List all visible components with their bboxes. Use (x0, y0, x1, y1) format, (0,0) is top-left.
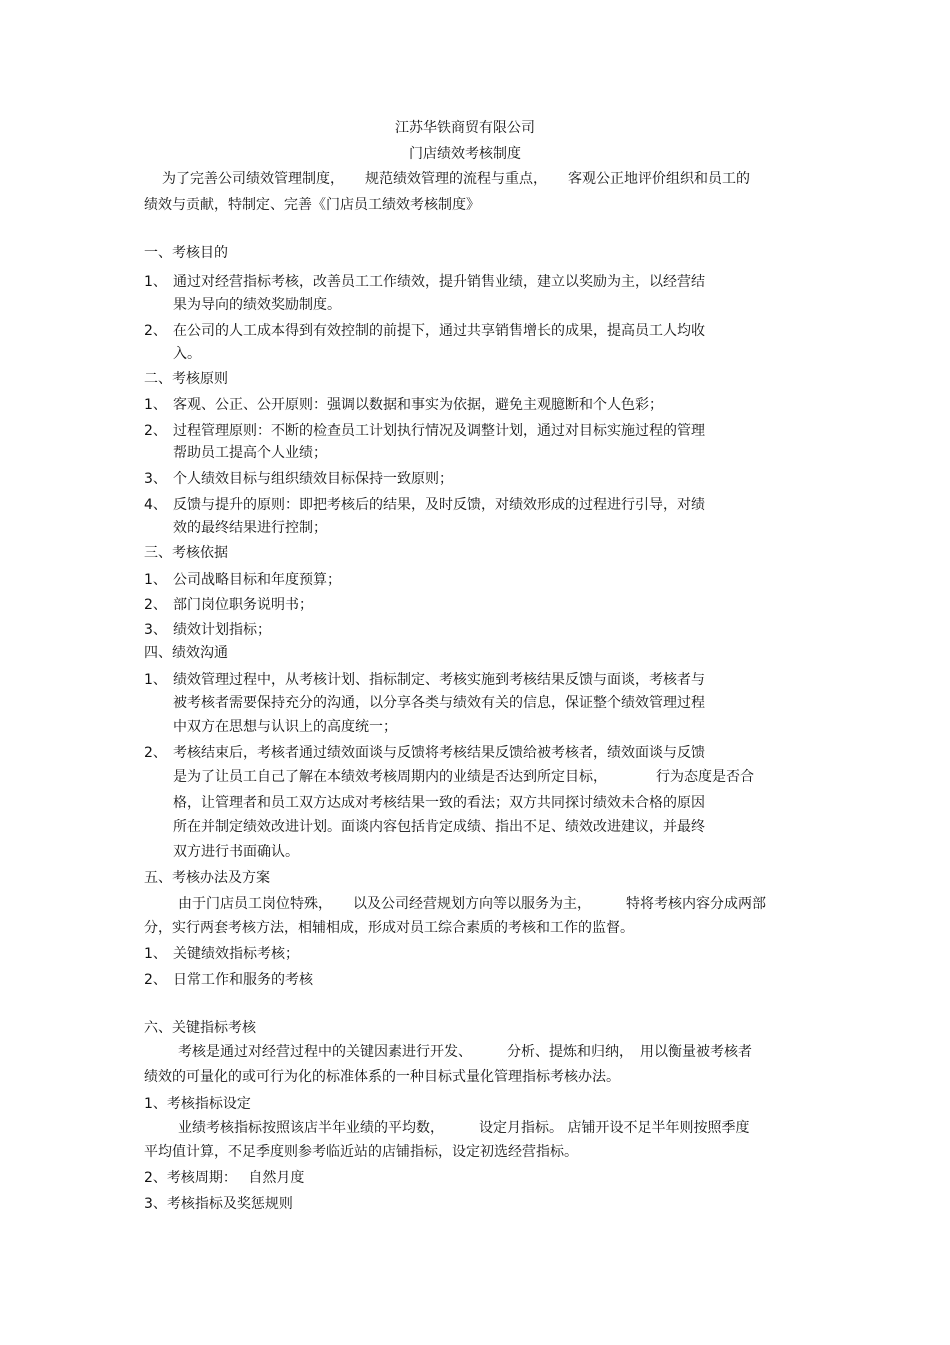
paragraph-line: 业绩考核指标按照该店半年业绩的平均数， 设定月指标。 店铺开设不足半年则按照季度 (178, 1120, 750, 1136)
list-item-number: 1、 (144, 946, 167, 962)
paragraph-line: 由于门店员工岗位特殊， 以及公司经营规划方向等以服务为主， 特将考核内容分成两部 (178, 896, 766, 912)
list-item-number: 3、 (144, 471, 167, 487)
list-item-text: 日常工作和服务的考核 (173, 972, 313, 988)
list-item-text: 公司战略目标和年度预算； (173, 572, 341, 588)
section-heading-1: 一、考核目的 (144, 245, 228, 261)
list-item-text: 所在并制定绩效改进计划。面谈内容包括肯定成绩、指出不足、绩效改进建议，并最终 (173, 819, 705, 835)
list-item-text: 关键绩效指标考核； (173, 946, 299, 962)
list-item-text: 格，让管理者和员工双方达成对考核结果一致的看法；双方共同探讨绩效未合格的原因 (173, 795, 705, 811)
paragraph-line: 平均值计算，不足季度则参考临近站的店铺指标，设定初选经营指标。 (144, 1144, 578, 1160)
subsection-heading: 3、考核指标及奖惩规则 (144, 1196, 293, 1212)
list-item-text: 过程管理原则：不断的检查员工计划执行情况及调整计划，通过对目标实施过程的管理 (173, 423, 705, 439)
list-item-text: 入。 (173, 346, 201, 362)
intro-line-1: 为了完善公司绩效管理制度， 规范绩效管理的流程与重点， 客观公正地评价组织和员工的 (162, 171, 750, 187)
list-item-number: 1、 (144, 397, 167, 413)
list-item-text: 通过对经营指标考核，改善员工工作绩效，提升销售业绩，建立以奖励为主，以经营结 (173, 274, 705, 290)
paragraph-line: 绩效的可量化的或可行为化的标准体系的一种目标式量化管理指标考核办法。 (144, 1069, 620, 1085)
list-item-number: 3、 (144, 622, 167, 638)
list-item-text: 绩效计划指标； (173, 622, 271, 638)
list-item-text: 反馈与提升的原则：即把考核后的结果，及时反馈，对绩效形成的过程进行引导，对绩 (173, 497, 705, 513)
list-item-number: 2、 (144, 597, 167, 613)
list-item-text: 是为了让员工自己了解在本绩效考核周期内的业绩是否达到所定目标， 行为态度是否合 (173, 769, 754, 785)
list-item-number: 2、 (144, 323, 167, 339)
list-item-number: 2、 (144, 972, 167, 988)
list-item-text: 被考核者需要保持充分的沟通，以分享各类与绩效有关的信息，保证整个绩效管理过程 (173, 695, 705, 711)
list-item-text: 效的最终结果进行控制； (173, 520, 327, 536)
paragraph-line: 考核是通过对经营过程中的关键因素进行开发、 分析、提炼和归纳， 用以衡量被考核者 (178, 1044, 752, 1060)
document-title: 门店绩效考核制度 (409, 146, 521, 162)
list-item-text: 双方进行书面确认。 (173, 844, 299, 860)
list-item-text: 中双方在思想与认识上的高度统一； (173, 719, 397, 735)
list-item-number: 1、 (144, 274, 167, 290)
list-item-text: 在公司的人工成本得到有效控制的前提下，通过共享销售增长的成果，提高员工人均收 (173, 323, 705, 339)
list-item-text: 果为导向的绩效奖励制度。 (173, 297, 341, 313)
list-item-number: 4、 (144, 497, 167, 513)
section-heading-4: 四、绩效沟通 (144, 645, 228, 661)
list-item-text: 绩效管理过程中，从考核计划、指标制定、考核实施到考核结果反馈与面谈，考核者与 (173, 672, 705, 688)
subsection-heading: 2、考核周期： 自然月度 (144, 1170, 305, 1186)
section-heading-6: 六、关键指标考核 (144, 1020, 256, 1036)
list-item-text: 客观、公正、公开原则：强调以数据和事实为依据，避免主观臆断和个人色彩； (173, 397, 663, 413)
list-item-text: 考核结束后，考核者通过绩效面谈与反馈将考核结果反馈给被考核者，绩效面谈与反馈 (173, 745, 705, 761)
list-item-number: 2、 (144, 423, 167, 439)
subsection-heading: 1、考核指标设定 (144, 1096, 251, 1112)
list-item-number: 2、 (144, 745, 167, 761)
section-heading-2: 二、考核原则 (144, 371, 228, 387)
company-name: 江苏华铁商贸有限公司 (395, 120, 535, 136)
list-item-number: 1、 (144, 572, 167, 588)
list-item-text: 个人绩效目标与组织绩效目标保持一致原则； (173, 471, 453, 487)
section-heading-3: 三、考核依据 (144, 545, 228, 561)
section-heading-5: 五、考核办法及方案 (144, 870, 270, 886)
intro-line-2: 绩效与贡献，特制定、完善《门店员工绩效考核制度》 (144, 197, 480, 213)
list-item-number: 1、 (144, 672, 167, 688)
list-item-text: 帮助员工提高个人业绩； (173, 445, 327, 461)
list-item-text: 部门岗位职务说明书； (173, 597, 313, 613)
paragraph-line: 分，实行两套考核方法，相辅相成，形成对员工综合素质的考核和工作的监督。 (144, 920, 634, 936)
